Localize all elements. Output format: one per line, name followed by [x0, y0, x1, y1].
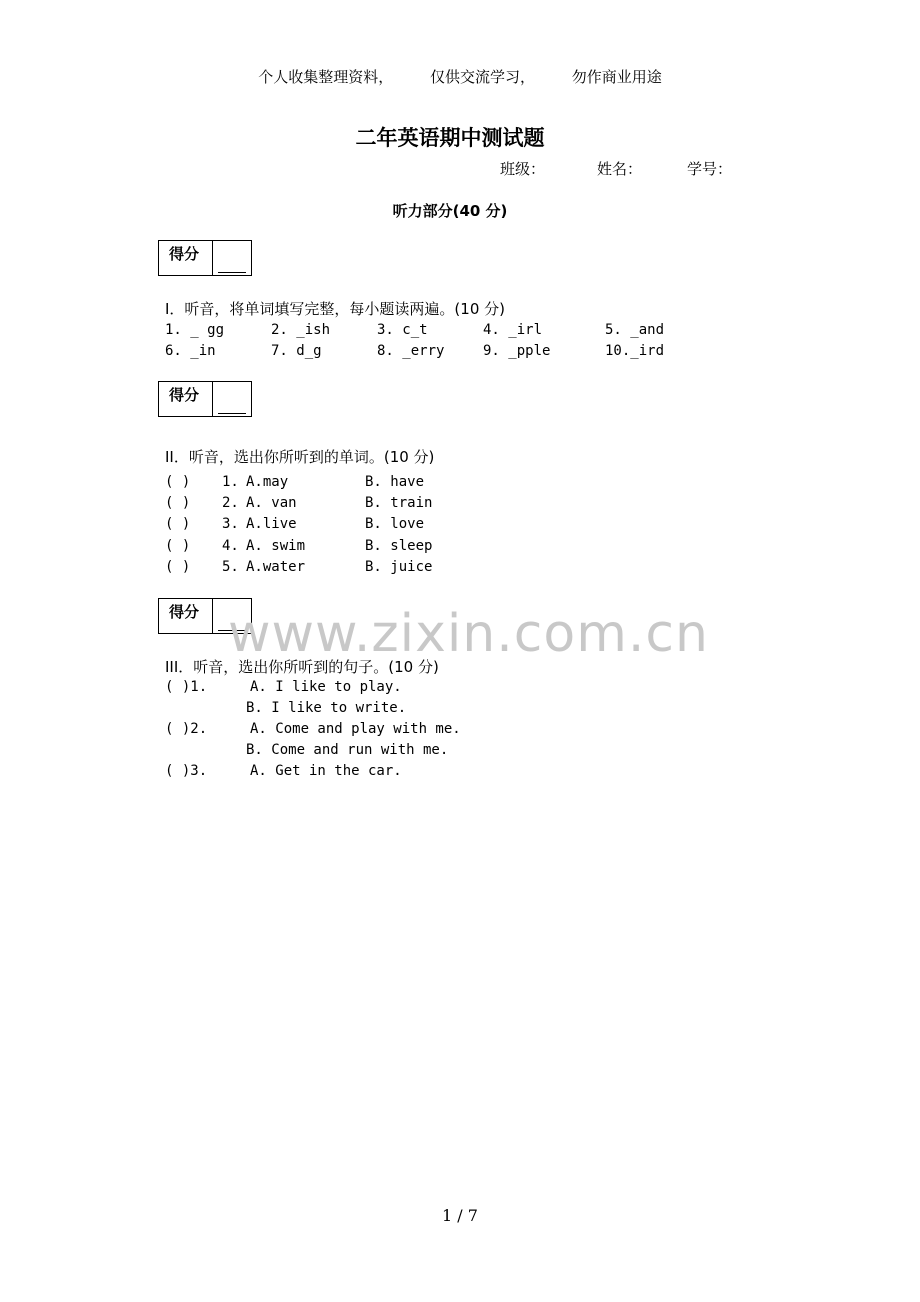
q1-item: 7. d_g [271, 343, 322, 359]
sentence-option: B. Come and run with me. [246, 742, 449, 758]
option-a: A.may [246, 474, 289, 490]
score-label: 得分 [159, 241, 213, 275]
score-box [158, 240, 252, 276]
answer-paren: ( ) [165, 495, 191, 511]
score-label: 得分 [159, 599, 213, 633]
question-1-title: I．听音，将单词填写完整，每小题读两遍。(10 分) [165, 300, 505, 318]
q1-item: 2. _ish [271, 322, 331, 338]
option-b: B. have [365, 474, 425, 490]
item-number: 2. [222, 495, 239, 511]
score-box [158, 381, 252, 417]
q1-item: 6. _in [165, 343, 216, 359]
answer-paren: ( ) [165, 559, 191, 575]
sentence-option: A. I like to play. [250, 679, 402, 695]
page-number: 1 / 7 [442, 1206, 478, 1225]
question-3-title: III．听音，选出你所听到的句子。(10 分) [165, 658, 439, 676]
header-text-1: 个人收集整理资料， [258, 68, 394, 86]
watermark: www.zixin.com.cn [228, 604, 709, 664]
q1-item: 8. _erry [377, 343, 445, 359]
header-text-3: 勿作商业用途 [571, 68, 662, 86]
question-2-title: II．听音，选出你所听到的单词。(10 分) [165, 448, 435, 466]
option-b: B. sleep [365, 538, 433, 554]
answer-paren: ( ) [165, 516, 191, 532]
option-a: A. swim [246, 538, 306, 554]
option-a: A.live [246, 516, 297, 532]
doc-title: 二年英语期中测试题 [355, 126, 545, 150]
answer-prefix: ( )2. [165, 721, 208, 737]
q1-item: 3. c_t [377, 322, 428, 338]
score-cell [213, 382, 251, 416]
item-number: 3. [222, 516, 239, 532]
name-label: 姓名： [597, 160, 643, 178]
option-a: A. van [246, 495, 297, 511]
answer-prefix: ( )3. [165, 763, 208, 779]
answer-paren: ( ) [165, 538, 191, 554]
option-b: B. train [365, 495, 433, 511]
page-header [0, 66, 920, 87]
option-b: B. love [365, 516, 425, 532]
score-cell [213, 241, 251, 275]
q1-item: 5. _and [605, 322, 665, 338]
answer-paren: ( ) [165, 474, 191, 490]
sentence-option: A. Get in the car. [250, 763, 402, 779]
q1-item: 10._ird [605, 343, 665, 359]
q1-item: 9. _pple [483, 343, 551, 359]
option-b: B. juice [365, 559, 433, 575]
class-label: 班级： [500, 160, 546, 178]
score-label: 得分 [159, 382, 213, 416]
student-number-label: 学号： [687, 160, 733, 178]
sentence-option: A. Come and play with me. [250, 721, 461, 737]
q1-item: 4. _irl [483, 322, 543, 338]
item-number: 5. [222, 559, 239, 575]
option-a: A.water [246, 559, 306, 575]
answer-prefix: ( )1. [165, 679, 208, 695]
item-number: 4. [222, 538, 239, 554]
item-number: 1. [222, 474, 239, 490]
header-text-2: 仅供交流学习， [429, 68, 535, 86]
q1-item: 1. _ gg [165, 322, 225, 338]
sentence-option: B. I like to write. [246, 700, 407, 716]
section-title: 听力部分(40 分) [392, 202, 508, 220]
